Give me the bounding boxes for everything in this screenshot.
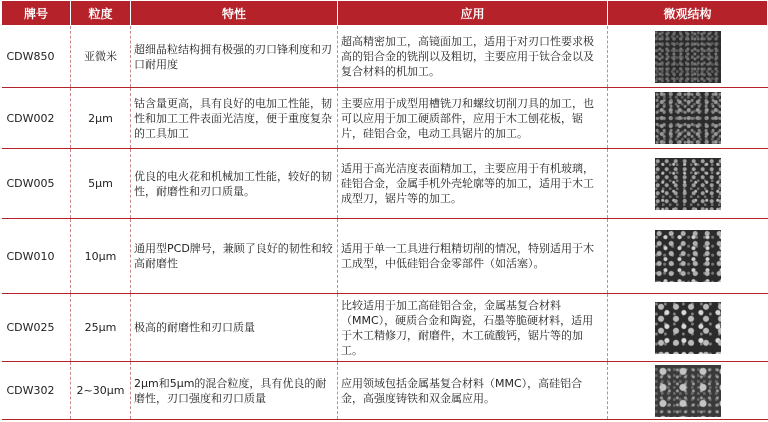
header-microstructure: 微观结构 [608,1,768,26]
microstructure-image [655,230,721,282]
cell-applications: 适用于单一工具进行粗精切削的情况，特别适用于木工成型，中低硅铝合金零部件（如活塞）。 [338,219,608,294]
microstructure-image [655,365,721,417]
cell-features: 极高的耐磨性和刃口质量 [131,294,338,362]
header-grade: 牌号 [2,1,71,26]
table-row [2,26,768,88]
cell-grade: CDW850 [2,26,71,88]
table-row [2,219,768,294]
cell-features: 优良的电火花和机械加工性能，较好的韧性，耐磨性和刃口质量。 [131,149,338,219]
table-row [2,88,768,149]
microstructure-image [655,302,721,354]
cell-grade: CDW010 [2,219,71,294]
cell-features: 钴含量更高，具有良好的电加工性能，韧性和加工工件表面光洁度，便于重度复杂的工具加工 [131,88,338,149]
table-row [2,149,768,219]
cell-grain-size: 25μm [71,294,131,362]
microstructure-image [655,31,721,83]
cell-grain-size: 亚微米 [71,26,131,88]
cell-microstructure [608,26,768,88]
cell-grade: CDW302 [2,362,71,420]
cell-applications: 应用领域包括金属基复合材料（MMC），高硅铝合金，高强度铸铁和双金属应用。 [338,362,608,420]
cell-grain-size: 2μm [71,88,131,149]
cell-grade: CDW005 [2,149,71,219]
cell-grain-size: 2~30μm [71,362,131,420]
cell-applications: 主要应用于成型用槽铣刀和螺纹切削刀具的加工，也可以应用于加工硬质部件，应用于木工刨花板，锯片，硅铝合金，电动工具锯片的加工。 [338,88,608,149]
cell-features: 超细晶粒结构拥有极强的刃口锋利度和刃口耐用度 [131,26,338,88]
header-applications: 应用 [338,1,608,26]
cell-applications: 比较适用于加工高硅铝合金，金属基复合材料（MMC），硬质合金和陶瓷，石墨等脆硬材料，适用于木工精修刀，耐磨件，木工硫酸钙，锯片等的加工。 [338,294,608,362]
header-row [2,1,768,26]
cell-features: 通用型PCD牌号，兼顾了良好的韧性和较高耐磨性 [131,219,338,294]
pcd-grade-table [1,0,768,420]
cell-grain-size: 10μm [71,219,131,294]
microstructure-image [655,158,721,210]
cell-microstructure [608,149,768,219]
cell-microstructure [608,219,768,294]
cell-grain-size: 5μm [71,149,131,219]
microstructure-image [655,92,721,144]
table-row [2,362,768,420]
header-grain-size: 粒度 [71,1,131,26]
cell-microstructure [608,294,768,362]
cell-grade: CDW025 [2,294,71,362]
cell-applications: 适用于高光洁度表面精加工，主要应用于有机玻璃，硅铝合金，金属手机外壳轮廓等的加工，适用于木工成型刀，锯片等的加工。 [338,149,608,219]
table-row [2,294,768,362]
cell-microstructure [608,88,768,149]
cell-grade: CDW002 [2,88,71,149]
cell-applications: 超高精密加工，高镜面加工，适用于对刃口性要求极高的铝合金的铣削以及粗切，主要应用于钛合金以及复合材料的机加工。 [338,26,608,88]
cell-microstructure [608,362,768,420]
cell-features: 2μm和5μm的混合粒度，具有优良的耐磨性，刃口强度和刃口质量 [131,362,338,420]
header-features: 特性 [131,1,338,26]
